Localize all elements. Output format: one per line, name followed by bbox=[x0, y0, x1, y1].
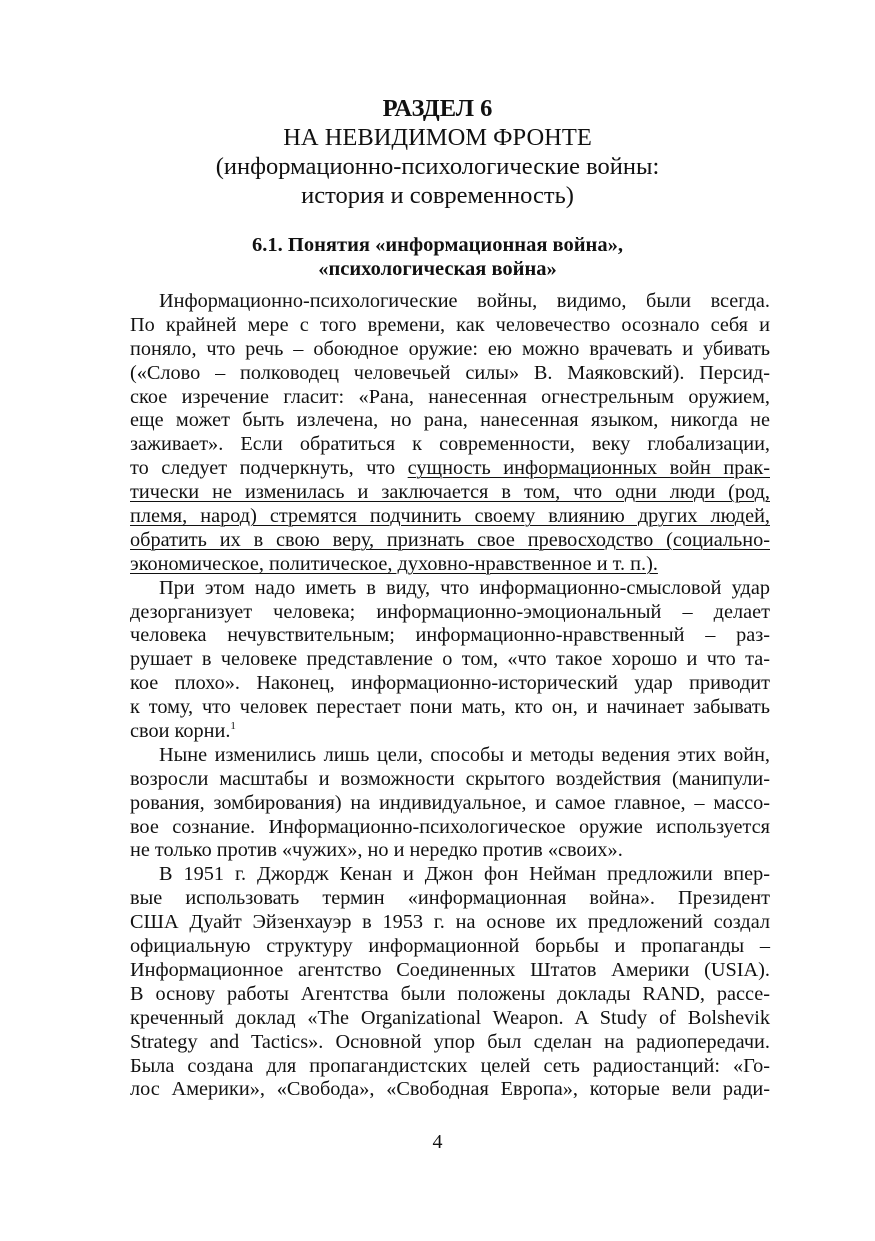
text-line: поняло, что речь – обоюдное оружие: ею можно врачевать и убивать bbox=[130, 337, 770, 360]
text-line bbox=[130, 457, 770, 481]
section-title: НА НЕВИДИМОМ ФРОНТЕ bbox=[283, 124, 592, 151]
underlined-text: тически не изменилась и заключается в том, что одни люди (род, bbox=[130, 481, 770, 504]
text-line: креченный доклад «The Organizational Weapon. A Study of Bolshevik bbox=[130, 1006, 770, 1029]
text-line: Strategy and Tactics». Основной упор был сделан на радиопередачи. bbox=[130, 1030, 770, 1053]
body-text bbox=[130, 290, 770, 1102]
underlined-text: экономическое, политическое, духовно-нравственное и т. п.). bbox=[130, 552, 658, 575]
section-label: РАЗДЕЛ 6 bbox=[382, 95, 493, 122]
footnote-marker: 1 bbox=[230, 720, 236, 733]
text-line: США Дуайт Эйзенхауэр в 1953 г. на основе их предложений создал bbox=[130, 911, 770, 934]
text-line: Была создана для пропагандистских целей сеть радиостанций: «Го- bbox=[130, 1054, 770, 1077]
text-line: не только против «чужих», но и нередко против «своих». bbox=[130, 839, 623, 862]
text-line: В 1951 г. Джордж Кенан и Джон фон Нейман предложили впер- bbox=[159, 863, 770, 886]
text-line: Ныне изменились лишь цели, способы и методы ведения этих войн, bbox=[159, 743, 770, 766]
subsection-heading-line-1: 6.1. Понятия «информационная война», bbox=[252, 234, 623, 256]
text-line: По крайней мере с того времени, как человечество осознало себя и bbox=[130, 313, 770, 336]
text-line: кое плохо». Наконец, информационно-исторический удар приводит bbox=[130, 672, 770, 695]
text-line: рушает в человеке представление о том, «что такое хорошо и что та- bbox=[130, 648, 770, 671]
section-subtitle-line-2: история и современность) bbox=[301, 182, 574, 209]
text-line: рования, зомбирования) на индивидуальное, и самое главное, – массо- bbox=[130, 791, 770, 814]
text-line: вое сознание. Информационно-психологическое оружие используется bbox=[130, 815, 770, 838]
text-line: лос Америки», «Свобода», «Свободная Европа», которые вели ради- bbox=[130, 1078, 770, 1101]
text-line bbox=[130, 720, 770, 744]
text-line bbox=[130, 553, 770, 577]
text-line: официальную структуру информационной борьбы и пропаганды – bbox=[130, 935, 770, 958]
text-line: При этом надо иметь в виду, что информационно-смысловой удар bbox=[159, 576, 770, 599]
text-line bbox=[130, 505, 770, 529]
underlined-text: обратить их в свою веру, признать свое превосходство (социально- bbox=[130, 528, 770, 551]
text-line: к тому, что человек перестает пони мать, кто он, и начинает забывать bbox=[130, 696, 770, 719]
text-line: Информационное агентство Соединенных Штатов Америки (USIA). bbox=[130, 958, 770, 981]
text-line: В основу работы Агентства были положены доклады RAND, рассе- bbox=[130, 982, 770, 1005]
text-line: возросли масштабы и возможности скрытого воздействия (манипули- bbox=[130, 767, 770, 790]
text-line: ское изречение гласит: «Рана, нанесенная огнестрельным оружием, bbox=[130, 385, 770, 408]
text-line: дезорганизует человека; информационно-эмоциональный – делает bbox=[130, 600, 770, 623]
section-subtitle-line-1: (информационно-психологические войны: bbox=[215, 153, 660, 180]
underlined-text: племя, народ) стремятся подчинить своему влиянию других людей, bbox=[130, 505, 770, 528]
text-line: заживает». Если обратиться к современности, веку глобализации, bbox=[130, 433, 770, 456]
page-number: 4 bbox=[432, 1131, 443, 1153]
text-line: Информационно-психологические войны, видимо, были всегда. bbox=[159, 290, 770, 312]
subsection-heading-line-2: «психологическая война» bbox=[318, 258, 557, 280]
underlined-text: сущность информационных войн прак- bbox=[407, 457, 770, 480]
text-fragment: то следует подчеркнуть, что bbox=[130, 457, 408, 480]
text-line bbox=[130, 529, 770, 553]
text-fragment: свои корни. bbox=[130, 720, 231, 743]
text-line bbox=[130, 481, 770, 505]
text-line: вые использовать термин «информационная война». Президент bbox=[130, 887, 770, 910]
text-line: («Слово – полководец человечьей силы» В. Маяковский). Персид- bbox=[130, 361, 770, 384]
text-line: еще может быть излечена, но рана, нанесенная языком, никогда не bbox=[130, 409, 770, 432]
text-line: человека нечувствительным; информационно-нравственный – раз- bbox=[130, 624, 770, 647]
